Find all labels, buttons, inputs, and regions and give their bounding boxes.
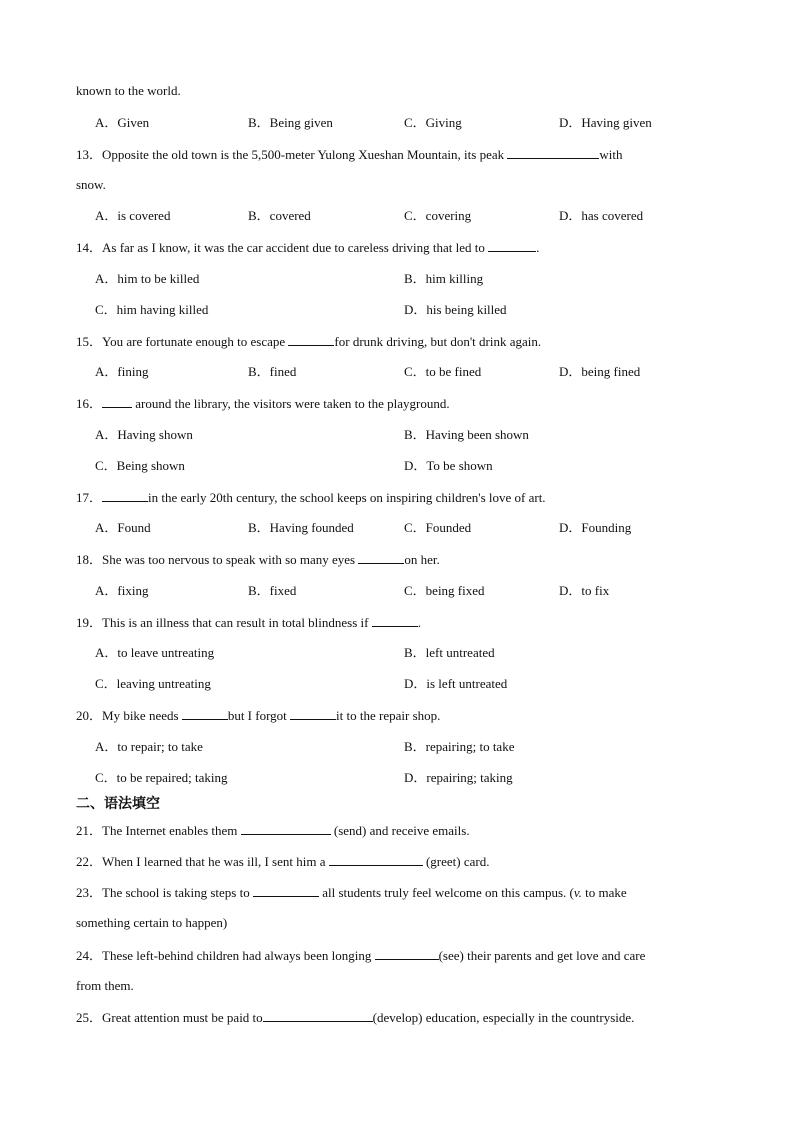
answer-blank [372,614,418,627]
question-number: 19． [76,615,103,630]
question-number: 18． [76,552,103,567]
q20-option-c[interactable]: C．to be repaired; taking [95,770,228,785]
q19-option-d[interactable]: D．is left untreated [404,676,508,691]
answer-blank [507,146,599,159]
q23-stem-line2: something certain to happen) [76,915,228,930]
q22-text: When I learned that he was ill, I sent him a [102,854,329,869]
q15-options [95,364,735,380]
answer-blank-1 [182,707,228,720]
q16-option-a[interactable]: A．Having shown [95,427,193,442]
q19-option-a[interactable]: A．to leave untreating [95,645,215,660]
q19-stem [76,614,421,631]
answer-blank[interactable] [253,884,319,897]
q20-options-row2 [95,770,735,786]
q20-options-row1 [95,739,735,755]
q20-text-end: it to the repair shop. [336,708,441,723]
q12-option-b[interactable]: B．Being given [248,115,333,130]
q12-option-c[interactable]: C．Giving [404,115,462,130]
q20-option-d[interactable]: D．repairing; taking [404,770,513,785]
q24-stem [76,947,645,964]
answer-blank [358,551,404,564]
q18-stem [76,551,440,568]
q25-stem [76,1009,634,1026]
q15-stem [76,333,541,350]
q21-stem [76,822,470,839]
q14-option-d[interactable]: D．his being killed [404,302,507,317]
q13-text: Opposite the old town is the 5,500-meter Yulong Xueshan Mountain, its peak [102,147,508,162]
q23-stem [76,884,627,901]
q17-option-c[interactable]: C．Founded [404,520,472,535]
q12-options [95,115,735,131]
q16-option-b[interactable]: B．Having been shown [404,427,529,442]
answer-blank-2 [290,707,336,720]
q19-options-row1 [95,645,735,661]
q16-stem [76,395,450,412]
q20-text: My bike needs [102,708,182,723]
q18-text: She was too nervous to speak with so many eyes [102,552,359,567]
q15-option-a[interactable]: A．fining [95,364,149,379]
q12-option-a[interactable]: A．Given [95,115,150,130]
q15-text: You are fortunate enough to escape [102,334,289,349]
q16-option-d[interactable]: D．To be shown [404,458,493,473]
q15-option-c[interactable]: C．to be fined [404,364,482,379]
q24-stem-line2: from them. [76,978,134,993]
q16-options-row2 [95,458,735,474]
q25-text-end: (develop) education, especially in the countryside. [372,1010,635,1025]
answer-blank[interactable] [241,822,331,835]
q24-text-end: (see) their parents and get love and care [438,948,646,963]
q13-option-b[interactable]: B．covered [248,208,311,223]
question-number: 14． [76,240,103,255]
q14-stem [76,239,539,256]
q22-stem [76,853,489,870]
answer-blank[interactable] [375,947,439,960]
question-number: 21． [76,823,103,838]
q18-option-a[interactable]: A．fixing [95,583,149,598]
q20-stem [76,707,440,724]
q17-option-d[interactable]: D．Founding [559,520,632,535]
q17-option-b[interactable]: B．Having founded [248,520,354,535]
q19-text-end: . [417,615,421,630]
q14-text-end: . [536,240,540,255]
q14-option-c[interactable]: C．him having killed [95,302,209,317]
q19-option-b[interactable]: B．left untreated [404,645,495,660]
question-number: 23． [76,885,103,900]
question-number: 20． [76,708,103,723]
q17-text: in the early 20th century, the school keeps on inspiring children's love of art. [148,490,546,505]
q24-text: These left-behind children had always been longing [102,948,375,963]
q13-option-a[interactable]: A．is covered [95,208,171,223]
q12-option-d[interactable]: D．Having given [559,115,652,130]
q13-options [95,208,735,224]
answer-blank [488,239,536,252]
q15-text-end: for drunk driving, but don't drink again. [334,334,542,349]
q14-option-a[interactable]: A．him to be killed [95,271,200,286]
q17-option-a[interactable]: A．Found [95,520,151,535]
q13-option-d[interactable]: D．has covered [559,208,644,223]
question-number: 17． [76,490,103,505]
q17-options [95,520,735,536]
q21-text: The Internet enables them [102,823,241,838]
q14-text: As far as I know, it was the car accident due to careless driving that led to [102,240,489,255]
q23-text: The school is taking steps to [102,885,253,900]
q16-text: around the library, the visitors were taken to the playground. [132,396,450,411]
q20-option-b[interactable]: B．repairing; to take [404,739,515,754]
q18-option-b[interactable]: B．fixed [248,583,297,598]
q19-text: This is an illness that can result in total blindness if [102,615,372,630]
q15-option-b[interactable]: B．fined [248,364,297,379]
q25-text: Great attention must be paid to [102,1010,263,1025]
question-number: 13． [76,147,103,162]
question-number: 25． [76,1010,103,1025]
q17-stem [76,489,546,506]
q13-option-c[interactable]: C．covering [404,208,472,223]
q22-text-end: (greet) card. [422,854,490,869]
answer-blank [102,489,148,502]
q19-options-row2 [95,676,735,692]
q13-text-end: with [599,147,623,162]
q23-pos-label: v. [573,885,582,900]
q16-option-c[interactable]: C．Being shown [95,458,185,473]
q15-option-d[interactable]: D．being fined [559,364,641,379]
q18-option-d[interactable]: D．to fix [559,583,610,598]
q13-stem-line2: snow. [76,177,106,192]
question-number: 15． [76,334,103,349]
q14-options-row1 [95,271,735,287]
q18-option-c[interactable]: C．being fixed [404,583,485,598]
q23-text-mid: all students truly feel welcome on this campus. ( [318,885,574,900]
q21-text-end: (send) and receive emails. [330,823,470,838]
q12-continuation: known to the world. [76,83,181,98]
answer-blank [288,333,334,346]
q13-stem [76,146,623,163]
question-number: 24． [76,948,103,963]
q16-options-row1 [95,427,735,443]
answer-blank [102,395,132,408]
answer-blank[interactable] [263,1009,373,1022]
q18-options [95,583,735,599]
question-number: 16． [76,396,103,411]
q18-text-end: on her. [404,552,440,567]
answer-blank[interactable] [329,853,423,866]
q14-options-row2 [95,302,735,318]
q20-option-a[interactable]: A．to repair; to take [95,739,203,754]
q20-text-mid: but I forgot [227,708,291,723]
q23-text-end: to make [581,885,627,900]
q14-option-b[interactable]: B．him killing [404,271,484,286]
section-heading: 二、语法填空 [76,796,160,812]
question-number: 22． [76,854,103,869]
q19-option-c[interactable]: C．leaving untreating [95,676,211,691]
